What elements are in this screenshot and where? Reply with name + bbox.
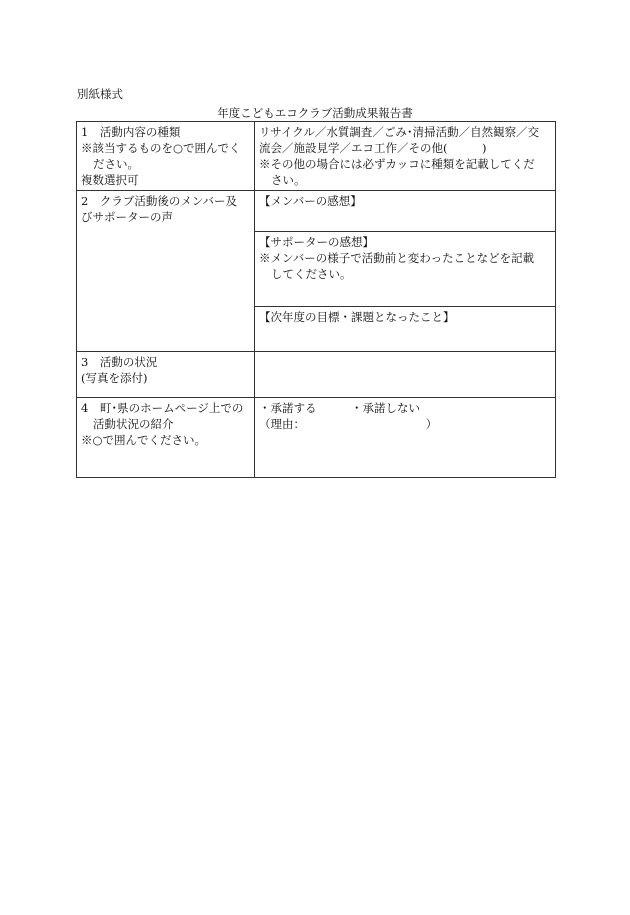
activity-other-note-cont: さい。 <box>271 173 306 187</box>
form-label: 別紙様式 <box>77 87 123 101</box>
row-activity-status <box>77 352 556 398</box>
activity-options-line1: リサイクル／水質調査／ごみ･清掃活動／自然観察／交 <box>259 125 540 139</box>
consent-options[interactable]: ・承諾する ・承諾しない <box>259 401 420 415</box>
activity-type-label-cell <box>77 122 255 191</box>
activity-type-options-cell[interactable] <box>255 122 556 191</box>
activity-type-note-cont: ださい。 <box>93 157 139 171</box>
activity-type-multi: 複数選択可 <box>81 173 139 187</box>
homepage-heading-cont: 活動状況の紹介 <box>93 417 174 431</box>
next-goals-cell[interactable] <box>255 307 556 352</box>
document-title: 年度こどもエコクラブ活動成果報告書 <box>217 106 413 120</box>
supporter-impressions-cell[interactable] <box>255 232 556 307</box>
voices-heading-cont: びサポーターの声 <box>81 210 173 224</box>
next-goals-heading: 【次年度の目標・課題となったこと】 <box>259 310 455 324</box>
homepage-heading: 4 町･県のホームページ上での <box>81 401 244 415</box>
supporter-impressions-note: ※メンバーの様子で活動前と変わったことなどを記載 <box>259 251 535 265</box>
activity-status-label-cell <box>77 352 255 398</box>
row-voices <box>77 191 556 232</box>
homepage-consent-cell[interactable] <box>255 398 556 478</box>
report-table <box>76 121 556 478</box>
member-impressions-heading: 【メンバーの感想】 <box>259 194 362 208</box>
homepage-circle-note: ※○で囲んでください。 <box>81 433 207 447</box>
activity-options-line2: 流会／施設見学／エコ工作／その他( ) <box>259 141 487 155</box>
consent-reason[interactable]: （理由： ） <box>259 417 438 431</box>
activity-type-heading: 1 活動内容の種類 <box>81 125 181 139</box>
row-activity-type <box>77 122 556 191</box>
supporter-impressions-note-cont: してください。 <box>271 267 352 281</box>
activity-other-note: ※その他の場合には必ずカッコに種類を記載してくだ <box>259 157 535 171</box>
homepage-label-cell <box>77 398 255 478</box>
member-impressions-cell[interactable] <box>255 191 556 232</box>
activity-status-cell[interactable] <box>255 352 556 398</box>
supporter-impressions-heading: 【サポーターの感想】 <box>259 235 374 249</box>
activity-status-heading: 3 活動の状況 <box>81 355 158 369</box>
row-homepage-intro <box>77 398 556 478</box>
voices-heading: 2 クラブ活動後のメンバー及 <box>81 194 238 208</box>
activity-status-photo-note: (写真を添付) <box>81 371 148 385</box>
activity-type-note: ※該当するものを○で囲んでく <box>81 141 241 155</box>
voices-label-cell <box>77 191 255 352</box>
